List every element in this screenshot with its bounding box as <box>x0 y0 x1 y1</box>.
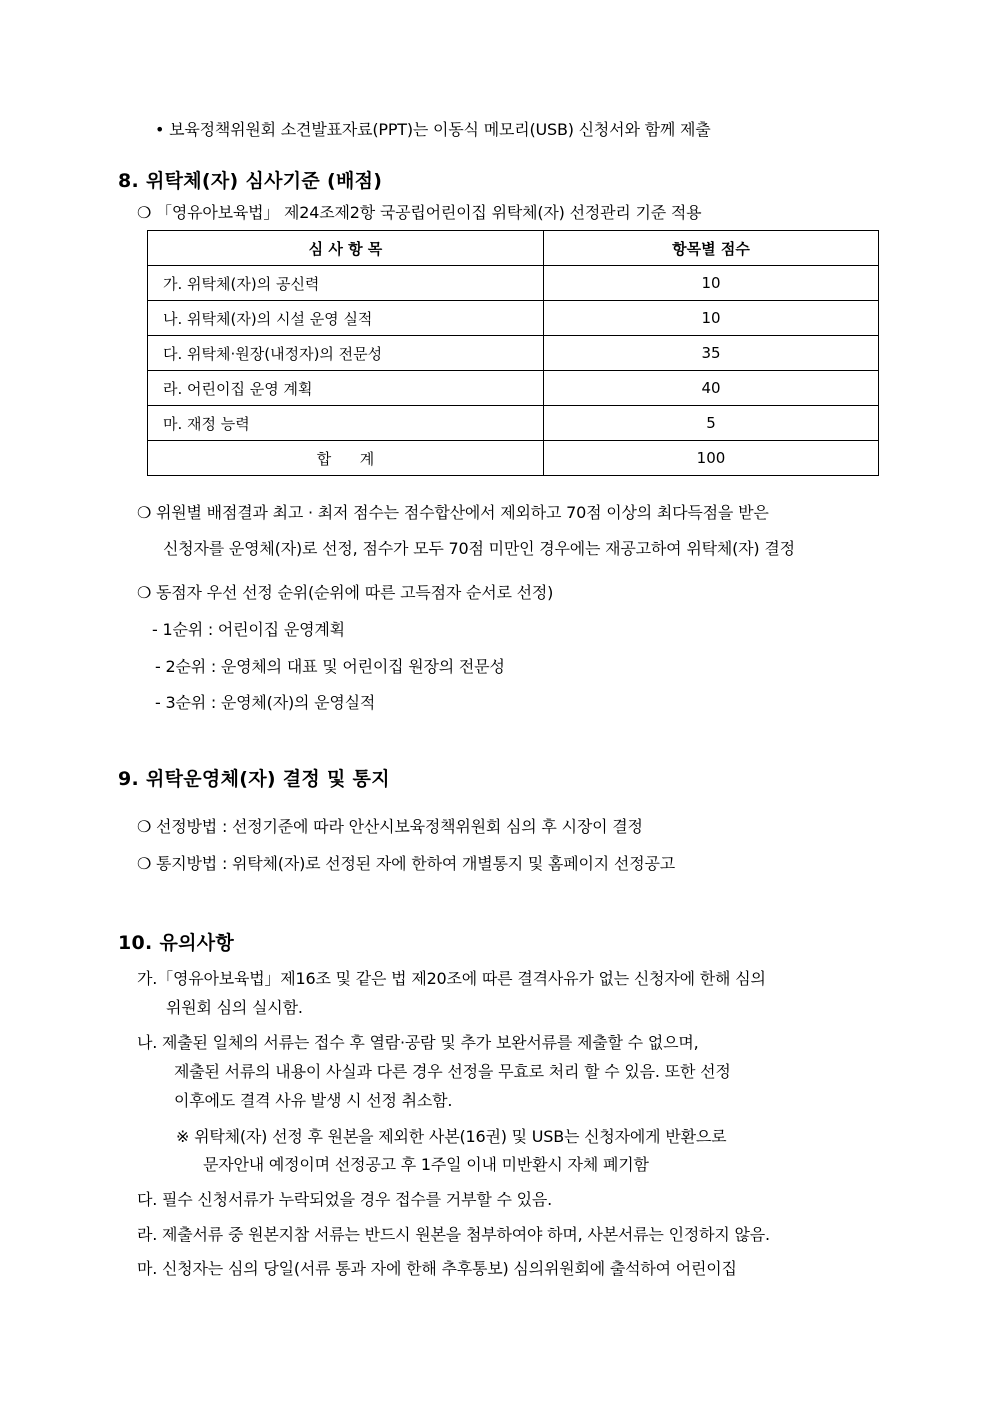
tie-break-rank-3: - 3순위 : 운영체(자)의 운영실적 <box>155 693 376 712</box>
scoring-note-line1: ❍ 위원별 배점결과 최고 · 최저 점수는 점수합산에서 제외하고 70점 이상의 최다득점을 받은 <box>137 503 769 522</box>
note-ga-line2: 위원회 심의 실시함. <box>166 998 303 1017</box>
note-na-line3: 이후에도 결격 사유 발생 시 선정 취소함. <box>174 1091 453 1110</box>
section-9-title: 9. 위탁운영체(자) 결정 및 통지 <box>118 768 390 790</box>
total-label: 합 계 <box>148 441 544 476</box>
section-8-title: 8. 위탁체(자) 심사기준 (배점) <box>118 170 383 192</box>
tie-break-rank-2: - 2순위 : 운영체의 대표 및 어린이집 원장의 전문성 <box>155 657 505 676</box>
row-score: 40 <box>544 371 879 406</box>
selection-method: ❍ 선정방법 : 선정기준에 따라 안산시보육정책위원회 심의 후 시장이 결정 <box>137 817 643 836</box>
table-row <box>148 266 879 301</box>
row-score: 10 <box>544 266 879 301</box>
tie-break-rank-1: - 1순위 : 어린이집 운영계획 <box>152 620 345 639</box>
note-ma-line1: 마. 신청자는 심의 당일(서류 통과 자에 한해 추후통보) 심의위원회에 출석하여 어린이집 <box>137 1259 737 1278</box>
note-na-line2: 제출된 서류의 내용이 사실과 다른 경우 선정을 무효로 처리 할 수 있음. 또한 선정 <box>174 1062 731 1081</box>
table-header-row <box>148 231 879 266</box>
note-ga-line1: 가.「영유아보육법」제16조 및 같은 법 제20조에 따른 결격사유가 없는 신청자에 한해 심의 <box>137 969 766 988</box>
return-note-line1: ※ 위탁체(자) 선정 후 원본을 제외한 사본(16권) 및 USB는 신청자에게 반환으로 <box>176 1127 727 1146</box>
scoring-table <box>147 230 879 476</box>
section-8-intro: ❍ 「영유아보육법」 제24조제2항 국공립어린이집 위탁체(자) 선정관리 기준 적용 <box>137 203 702 222</box>
row-score: 10 <box>544 301 879 336</box>
header-score: 항목별 점수 <box>544 231 879 266</box>
note-na-line1: 나. 제출된 일체의 서류는 접수 후 열람·공람 및 추가 보완서류를 제출할 수 없으며, <box>137 1033 699 1052</box>
row-score: 35 <box>544 336 879 371</box>
row-item: 다. 위탁체·원장(내정자)의 전문성 <box>148 336 544 371</box>
note-ra: 라. 제출서류 중 원본지참 서류는 반드시 원본을 첨부하여야 하며, 사본서류는 인정하지 않음. <box>137 1225 770 1244</box>
table-total-row <box>148 441 879 476</box>
tie-break-note: ❍ 동점자 우선 선정 순위(순위에 따른 고득점자 순서로 선정) <box>137 583 554 602</box>
table-row <box>148 371 879 406</box>
table-row <box>148 406 879 441</box>
header-item: 심 사 항 목 <box>148 231 544 266</box>
table-row <box>148 336 879 371</box>
ppt-submission-bullet: • 보육정책위원회 소견발표자료(PPT)는 이동식 메모리(USB) 신청서와 함께 제출 <box>155 120 711 139</box>
scoring-note-line2: 신청자를 운영체(자)로 선정, 점수가 모두 70점 미만인 경우에는 재공고하여 위탁체(자) 결정 <box>163 539 795 558</box>
notification-method: ❍ 통지방법 : 위탁체(자)로 선정된 자에 한하여 개별통지 및 홈페이지 선정공고 <box>137 854 675 873</box>
table-row <box>148 301 879 336</box>
row-item: 마. 재정 능력 <box>148 406 544 441</box>
section-10-title: 10. 유의사항 <box>118 932 235 954</box>
row-item: 라. 어린이집 운영 계획 <box>148 371 544 406</box>
return-note-line2: 문자안내 예정이며 선정공고 후 1주일 이내 미반환시 자체 폐기함 <box>203 1155 649 1174</box>
row-item: 나. 위탁체(자)의 시설 운영 실적 <box>148 301 544 336</box>
note-da: 다. 필수 신청서류가 누락되었을 경우 접수를 거부할 수 있음. <box>137 1190 553 1209</box>
row-item: 가. 위탁체(자)의 공신력 <box>148 266 544 301</box>
row-score: 5 <box>544 406 879 441</box>
total-score: 100 <box>544 441 879 476</box>
